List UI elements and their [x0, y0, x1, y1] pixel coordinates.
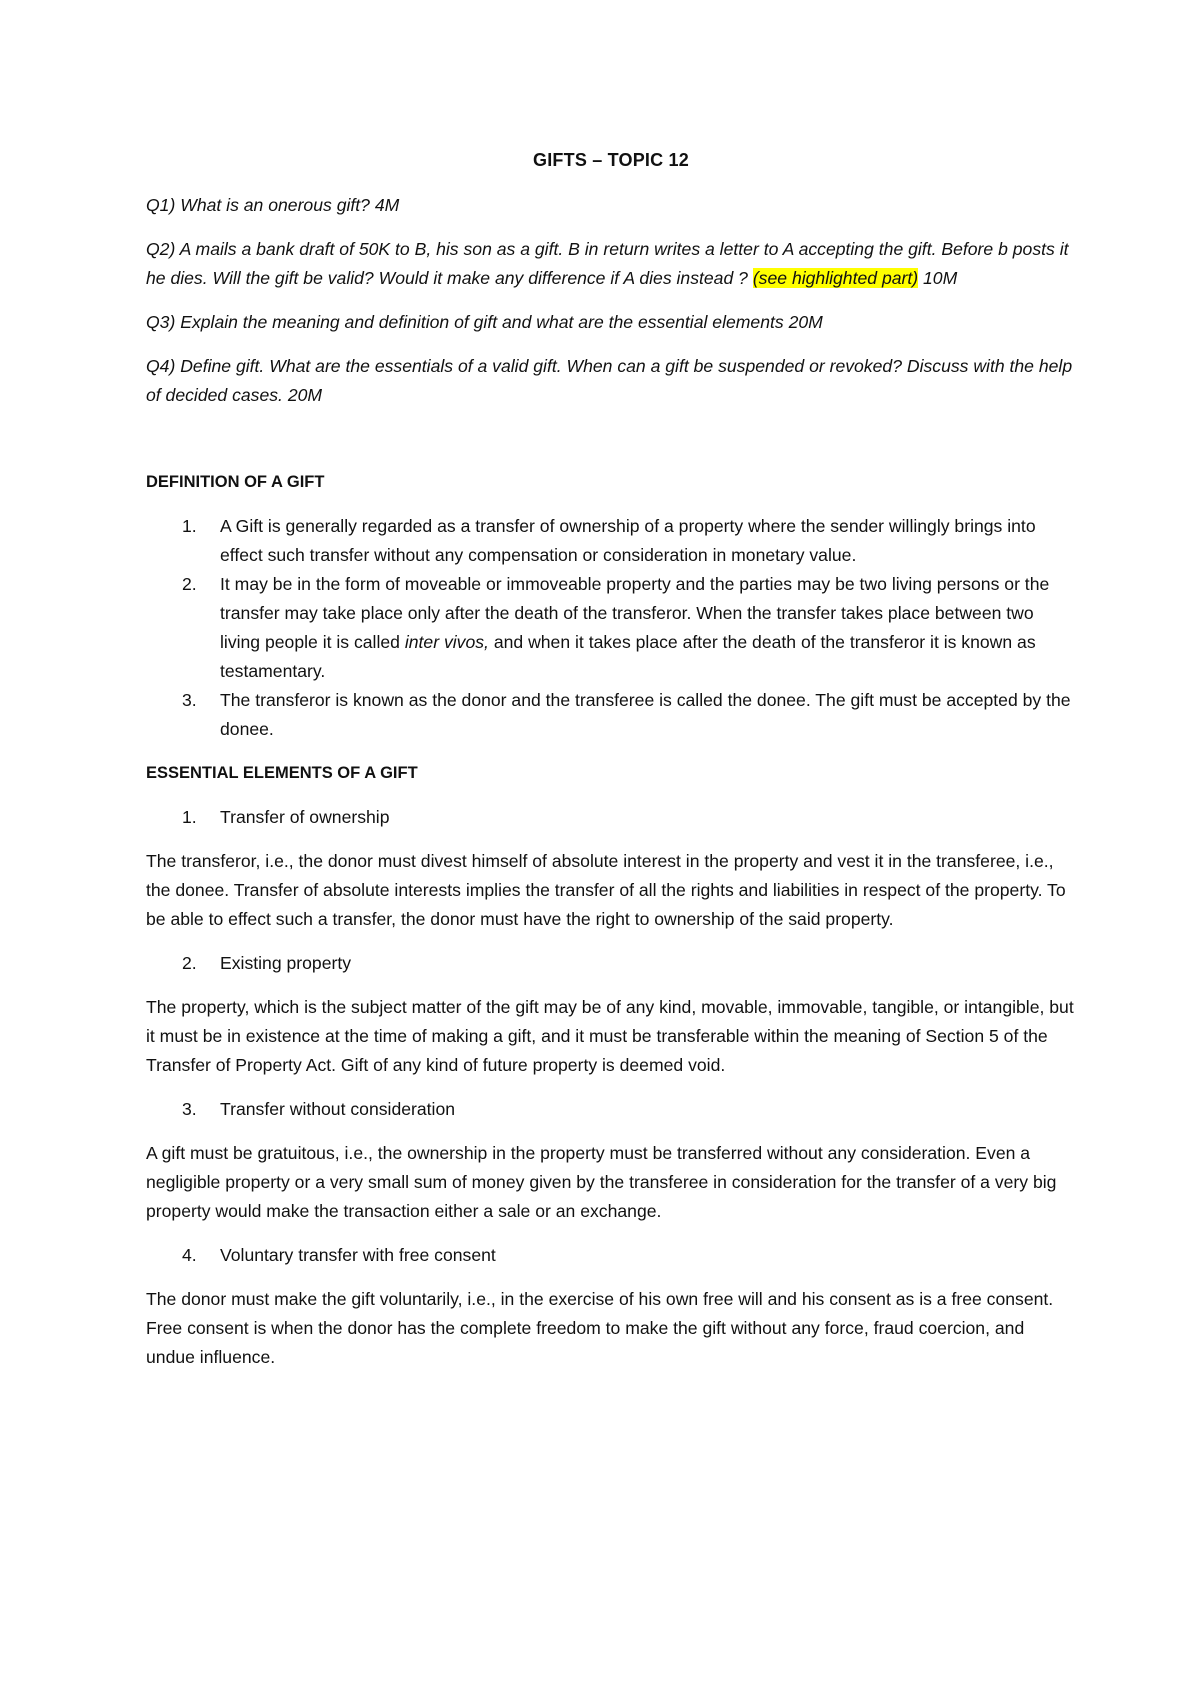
list-number: 3.: [182, 690, 197, 710]
list-number: 2.: [182, 953, 197, 973]
essential-title: [146, 1095, 1076, 1124]
essentials-heading: ESSENTIAL ELEMENTS OF A GIFT: [146, 764, 418, 782]
list-item-text: A Gift is generally regarded as a transfer of ownership of a property where the sender willingly brings into effect such transfer without any compensation or consideration in monetary value.: [220, 516, 1036, 565]
list-number: 2.: [182, 574, 197, 594]
essential-title-text: Voluntary transfer with free consent: [220, 1245, 496, 1265]
question-2-marks: 10M: [923, 268, 958, 288]
essential-body: A gift must be gratuitous, i.e., the ownership in the property must be transferred without any consideration. Even a negligible property or a very small sum of money given by the transferee in consideration for the transfer of a very big property would make the transaction either a sale or an exchange.: [146, 1143, 1057, 1221]
highlighted-note: (see highlighted part): [752, 268, 919, 288]
question-3: Q3) Explain the meaning and definition of gift and what are the essential elements 20M: [146, 312, 823, 332]
essential-body: The donor must make the gift voluntarily, i.e., in the exercise of his own free will and his consent as is a free consent. Free consent is when the donor has the complete freedom to make the gift without any force, fraud coercion, and undue influence.: [146, 1289, 1054, 1367]
list-item-text-cont: and when it takes place after the death of the transferor it is known as testamentary.: [220, 632, 1036, 681]
list-number: 4.: [182, 1245, 197, 1265]
question-2-text: Q2) A mails a bank draft of 50K to B, his son as a gift. B in return writes a letter to A accepting the gift. Before b posts it he dies. Will the gift be valid? Would it make any difference if A dies instead ?: [146, 239, 1069, 288]
essential-body: The property, which is the subject matter of the gift may be of any kind, movable, immovable, tangible, or intangible, but it must be in existence at the time of making a gift, and it must be transferable within the meaning of Section 5 of the Transfer of Property Act. Gift of any kind of future property is deemed void.: [146, 997, 1074, 1075]
essential-body: The transferor, i.e., the donor must divest himself of absolute interest in the property and vest it in the transferee, i.e., the donee. Transfer of absolute interests implies the transfer of all the rights and liabilities in respect of the property. To be able to effect such a transfer, the donor must have the right to ownership of the said property.: [146, 851, 1066, 929]
list-number: 1.: [182, 516, 197, 536]
list-item: [146, 686, 1076, 744]
page-title: GIFTS – TOPIC 12: [533, 150, 689, 170]
essential-title-text: Existing property: [220, 953, 352, 973]
essential-title: [146, 803, 1076, 832]
list-number: 3.: [182, 1099, 197, 1119]
definition-heading: DEFINITION OF A GIFT: [146, 473, 325, 491]
list-item: [146, 570, 1076, 686]
italic-term: inter vivos,: [404, 632, 489, 652]
definition-list: [146, 512, 1076, 744]
question-1: Q1) What is an onerous gift? 4M: [146, 195, 400, 215]
list-item: [146, 512, 1076, 570]
document-page: [146, 146, 1076, 1387]
list-item-text: It may be in the form of moveable or immoveable property and the parties may be two living persons or the transfer may take place only after the death of the transferor. When the transfer takes place between two living people it is called: [220, 574, 1050, 652]
question-2: [146, 235, 1076, 293]
essential-title: [146, 949, 1076, 978]
list-item-text: The transferor is known as the donor and the transferee is called the donee. The gift must be accepted by the donee.: [220, 690, 1071, 739]
question-4: Q4) Define gift. What are the essentials of a valid gift. When can a gift be suspended or revoked? Discuss with the help of decided cases. 20M: [146, 356, 1073, 405]
essential-title-text: Transfer without consideration: [220, 1099, 456, 1119]
list-number: 1.: [182, 807, 197, 827]
essential-title-text: Transfer of ownership: [220, 807, 390, 827]
essential-title: [146, 1241, 1076, 1270]
